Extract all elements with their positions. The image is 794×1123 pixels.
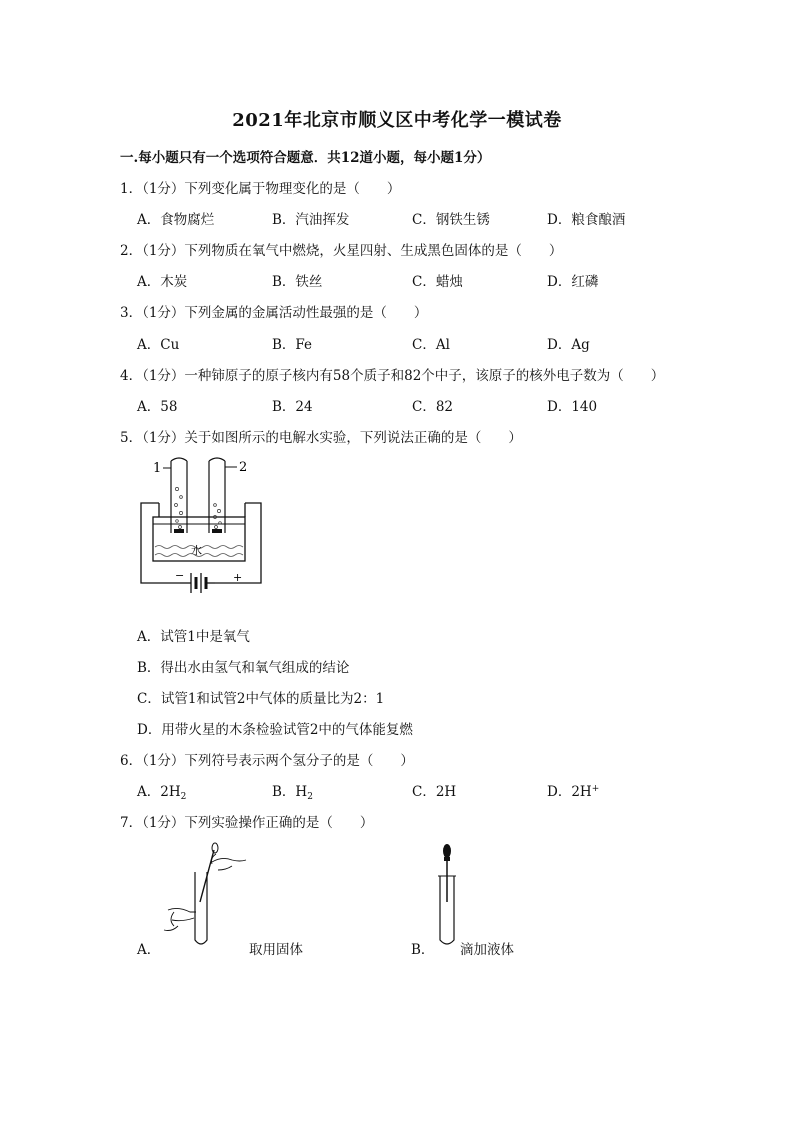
question-3-option-a: A．Cu <box>137 337 180 353</box>
tube-1-label: 1 <box>153 461 162 476</box>
question-1-option-d: D．粮食酿酒 <box>547 212 626 228</box>
water-label: 水 <box>191 544 202 557</box>
test-tube-1 <box>171 458 187 533</box>
question-6-option-b: B．$H_2$ <box>272 784 313 802</box>
question-1-stem: 1．（1分）下列变化属于物理变化的是（ ） <box>120 181 401 197</box>
question-3-option-b: B．Fe <box>272 337 313 353</box>
question-2-option-d: D．红磷 <box>547 274 599 290</box>
add-liquid-illustration <box>432 842 462 952</box>
question-6-option-d: D．2H+ <box>547 784 600 800</box>
question-3-stem: 3．（1分）下列金属的金属活动性最强的是（ ） <box>120 305 428 321</box>
question-5-option-b: B．得出水由氢气和氧气组成的结论 <box>137 660 350 676</box>
question-5-option-d: D．用带火星的木条检验试管2中的气体能复燃 <box>137 722 413 738</box>
question-4-stem: 4．（1分）一种铈原子的原子核内有58个质子和82个中子，该原子的核外电子数为（ ） <box>120 368 665 384</box>
question-1-option-b: B．汽油挥发 <box>272 212 350 228</box>
question-6-option-c: C．2H <box>412 784 457 800</box>
hand-icon <box>212 854 247 870</box>
question-1-option-c: C．钢铁生锈 <box>412 212 490 228</box>
question-7-option-a-letter: A． <box>137 942 161 958</box>
question-5-option-c: C．试管1和试管2中气体的质量比为2：1 <box>137 691 385 707</box>
question-4-option-b: B．24 <box>272 399 313 415</box>
question-4-option-a: A．58 <box>137 399 178 415</box>
question-5-option-a: A．试管1中是氧气 <box>137 629 250 645</box>
question-2-stem: 2．（1分）下列物质在氧气中燃烧，火星四射、生成黑色固体的是（ ） <box>120 243 563 259</box>
question-6-option-a: A．$2H_2$ <box>137 784 187 802</box>
electrode-2 <box>212 529 222 533</box>
question-4-option-d: D．140 <box>547 399 598 415</box>
battery-icon <box>180 573 215 593</box>
holding-hand-icon <box>164 908 196 930</box>
question-4-option-c: C．82 <box>412 399 454 415</box>
question-7-stem: 7．（1分）下列实验操作正确的是（ ） <box>120 815 374 831</box>
take-solid-illustration <box>160 842 255 952</box>
positive-terminal-label: + <box>233 571 243 584</box>
section-heading: 一.每小题只有一个选项符合题意．共12道小题，每小题1分） <box>120 150 491 166</box>
question-2-option-a: A．木炭 <box>137 274 188 290</box>
question-3-option-d: D．Ag <box>547 337 590 353</box>
question-5-stem: 5．（1分）关于如图所示的电解水实验，下列说法正确的是（ ） <box>120 430 522 446</box>
electrolysis-diagram <box>135 455 270 610</box>
negative-terminal-label: − <box>175 569 185 582</box>
question-2-option-c: C．蜡烛 <box>412 274 463 290</box>
question-6-stem: 6．（1分）下列符号表示两个氢分子的是（ ） <box>120 753 414 769</box>
question-3-option-c: C．Al <box>412 337 450 353</box>
question-7-option-b-caption: 滴加液体 <box>460 942 514 958</box>
question-1-option-a: A．食物腐烂 <box>137 212 215 228</box>
question-7-option-b-letter: B． <box>411 942 435 958</box>
dropper-bulb-icon <box>443 844 451 858</box>
tube-2-label: 2 <box>239 460 248 475</box>
page-title: 2021年北京市顺义区中考化学一模试卷 <box>232 110 562 131</box>
electrode-1 <box>174 529 184 533</box>
test-tube-2 <box>209 458 225 533</box>
question-7-option-a-caption: 取用固体 <box>249 942 303 958</box>
question-2-option-b: B．铁丝 <box>272 274 323 290</box>
